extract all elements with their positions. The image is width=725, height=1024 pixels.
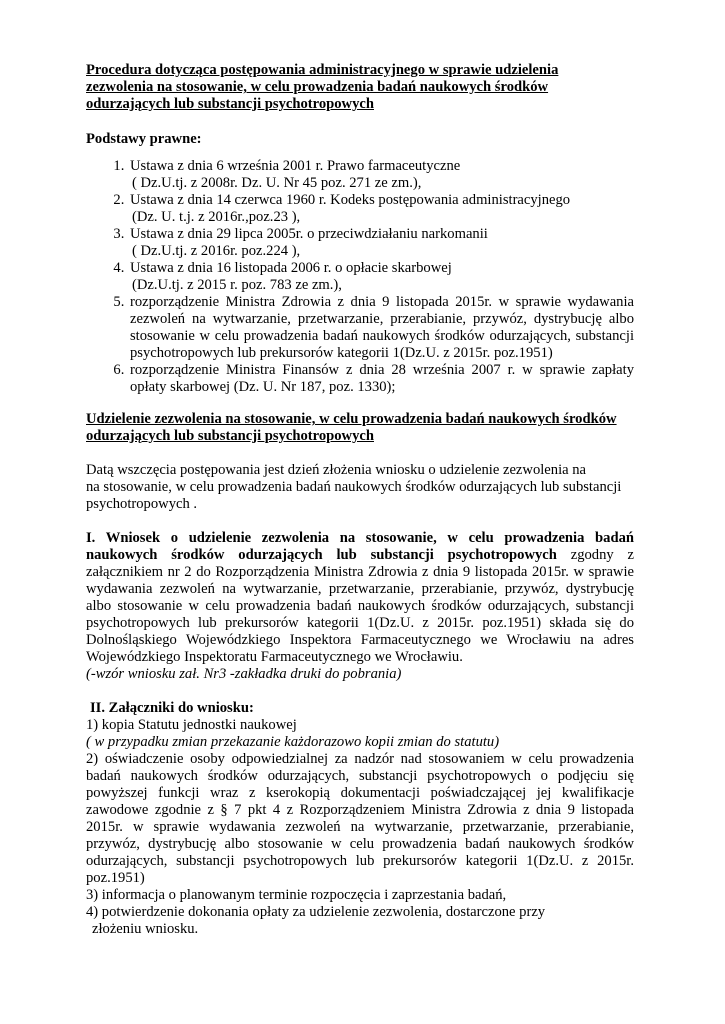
attachment-item: 1) kopia Statutu jednostki naukowej: [86, 717, 297, 733]
legal-basis-heading: Podstawy prawne:: [86, 131, 202, 147]
legal-item: 1. Ustawa z dnia 6 września 2001 r. Prawo farmaceutyczne ( Dz.U.tj. z 2008r. Dz. U. Nr 45 poz. 271 ze zm.),: [128, 158, 634, 192]
application-note: (-wzór wniosku zał. Nr3 -zakładka druki do pobrania): [86, 666, 402, 682]
legal-item: 6. rozporządzenie Ministra Finansów z dnia 28 września 2007 r. w sprawie zapłaty opłaty skarbowej (Dz. U. Nr 187, poz. 1330);: [128, 362, 634, 396]
application-paragraph: [86, 530, 634, 683]
legal-item: 2. Ustawa z dnia 14 czerwca 1960 r. Kodeks postępowania administracyjnego (Dz. U. t.j. z 2016r.,poz.23 ),: [128, 192, 634, 226]
application-text: zgodny z załącznikiem nr 2 do Rozporządzenia Ministra Zdrowia z dnia 9 listopada 2015r. w sprawie wydawania zezwoleń na wytwarzanie, przetwarzanie, przerabianie, przywóz, dystrybucję albo stosowanie w celu prowadzenia badań naukowych środków odurzających, substancji psychotropowych lub prekursorów kategorii 1(Dz.U. z 2015r. poz.1951) składa się do Dolnośląskiego Wojewódzkiego Inspektora Farmaceutycznego we Wrocławiu na adres Wojewódzkiego Inspektoratu Farmaceutycznego we Wrocławiu.: [86, 547, 634, 665]
title-line: odurzających lub substancji psychotropowych: [86, 96, 374, 112]
title-line: zezwolenia na stosowanie, w celu prowadzenia badań naukowych środków: [86, 79, 549, 95]
document-title: [86, 62, 634, 113]
legal-item: 3. Ustawa z dnia 29 lipca 2005r. o przeciwdziałaniu narkomanii ( Dz.U.tj. z 2016r. poz.224 ),: [128, 226, 634, 260]
attachment-item: 2) oświadczenie osoby odpowiedzialnej za nadzór nad stosowaniem w celu prowadzenia badań naukowych środków odurzających, substancji psychotropowych o podjęciu się powyższej funkcji wraz z kserokopią dokumentacji poświadczającej jej kwalifikacje zawodowe zgodnie z § 7 pkt 4 z Rozporządzeniem Ministra Zdrowia z dnia 9 listopada 2015r. w sprawie wydawania zezwoleń na wytwarzanie, przetwarzanie, przerabianie, przywóz, dystrybucję albo stosowanie w celu prowadzenia badań naukowych środków odurzających, substancji psychotropowych lub prekursorów kategorii 1(Dz.U. z 2015r. poz.1951): [86, 751, 634, 886]
legal-item: 5. rozporządzenie Ministra Zdrowia z dnia 9 listopada 2015r. w sprawie wydawania zezwoleń na wytwarzanie, przetwarzanie, przerabianie, przywóz, dystrybucję albo stosowanie w celu prowadzenia badań naukowych środków odurzających, substancji psychotropowych lub prekursorów kategorii 1(Dz.U. z 2015r. poz.1951): [128, 294, 634, 362]
legal-item: 4. Ustawa z dnia 16 listopada 2006 r. o opłacie skarbowej (Dz.U.tj. z 2015 r. poz. 783 ze zm.),: [128, 260, 634, 294]
application-heading: I. Wniosek o udzielenie zezwolenia na stosowanie, w celu prowadzenia badań naukowych środków odurzających lub substancji psychotropowych: [86, 530, 634, 563]
title-line: Procedura dotycząca postępowania administracyjnego w sprawie udzielenia: [86, 62, 559, 78]
attachment-item: 4) potwierdzenie dokonania opłaty za udzielenie zezwolenia, dostarczone przy: [86, 904, 546, 920]
attachment-item: 3) informacja o planowanym terminie rozpoczęcia i zaprzestania badań,: [86, 887, 507, 903]
section-title: Udzielenie zezwolenia na stosowanie, w celu prowadzenia badań naukowych środków odurzających lub substancji psychotropowych: [86, 411, 617, 444]
attachment-note: ( w przypadku zmian przekazanie każdorazowo kopii zmian do statutu): [86, 734, 500, 750]
attachment-item-continuation: złożeniu wniosku.: [92, 921, 199, 937]
intro-paragraph: Datą wszczęcia postępowania jest dzień złożenia wniosku o udzielenie zezwolenia na na stosowanie, w celu prowadzenia badań naukowych środków odurzających lub substancji psychotropowych .: [86, 462, 622, 512]
legal-basis-list: [86, 158, 634, 396]
attachments-heading: II. Załączniki do wniosku:: [90, 700, 254, 716]
attachments-list: [86, 717, 634, 938]
document-page: [86, 62, 634, 938]
